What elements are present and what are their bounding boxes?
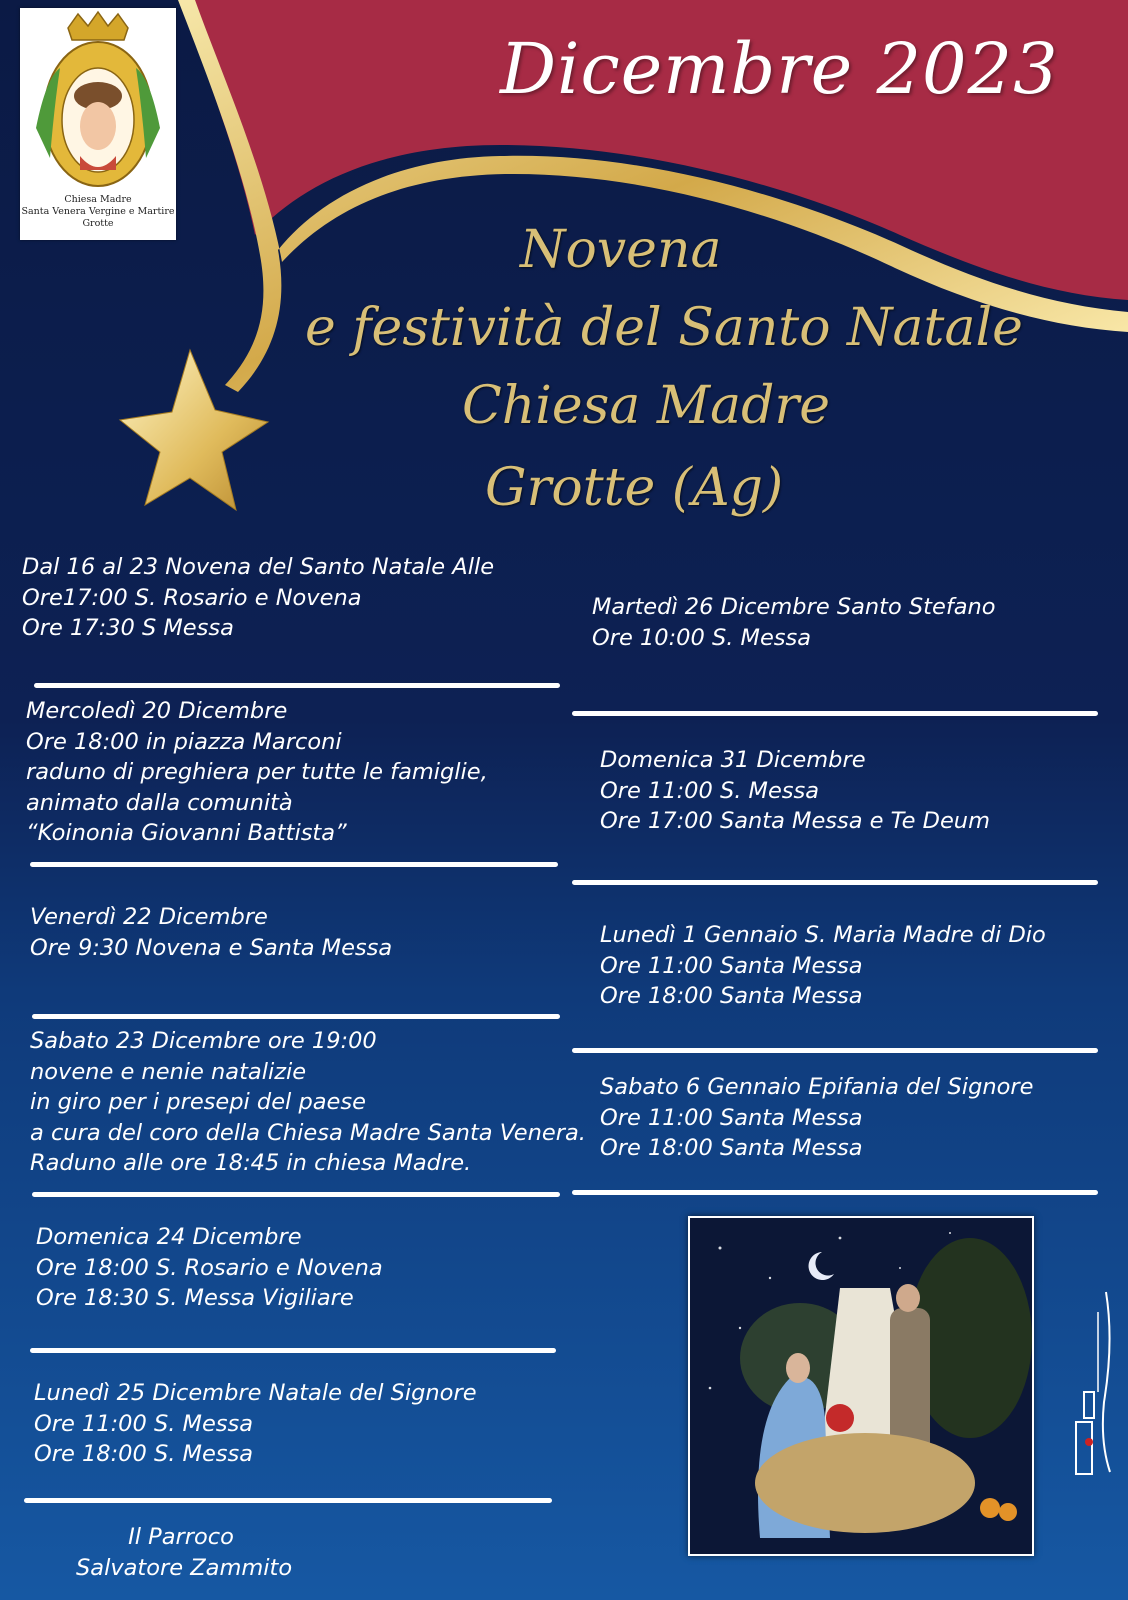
event-line: Sabato 6 Gennaio Epifania del Signore — [600, 1074, 1034, 1100]
event-line: Raduno alle ore 18:45 in chiesa Madre. — [30, 1150, 472, 1176]
subtitle-line-novena: Novena — [520, 220, 722, 280]
event-line: Ore 9:30 Novena e Santa Messa — [30, 934, 393, 961]
event-line: Sabato 23 Dicembre ore 19:00 — [30, 1028, 377, 1054]
photo-evolution-logo-icon — [1070, 1282, 1120, 1482]
event-lunedi-1 — [600, 920, 1046, 1012]
divider — [30, 862, 558, 867]
event-line: Ore 10:00 S. Messa — [592, 624, 812, 651]
event-line: novene e nenie natalizie — [30, 1058, 307, 1085]
event-line: Ore 18:30 S. Messa Vigiliare — [36, 1285, 354, 1311]
event-domenica-31 — [600, 745, 990, 837]
event-line: Ore 11:00 S. Messa — [34, 1410, 254, 1437]
event-line: Mercoledì 20 Dicembre — [26, 698, 288, 724]
event-line: Martedì 26 Dicembre Santo Stefano — [592, 594, 996, 620]
parish-logo — [20, 8, 176, 240]
subtitle-line-grotte: Grotte (Ag) — [485, 458, 784, 518]
event-line: Venerdì 22 Dicembre — [30, 904, 268, 930]
logo-caption-line: Chiesa Madre — [64, 194, 132, 205]
event-novena-16-23 — [22, 552, 494, 644]
event-line: Ore 18:00 S. Rosario e Novena — [36, 1254, 383, 1281]
event-lunedi-25 — [34, 1378, 477, 1470]
event-line: Ore 11:00 Santa Messa — [600, 1104, 863, 1131]
event-martedi-26 — [592, 592, 996, 653]
event-line: Lunedì 1 Gennaio S. Maria Madre di Dio — [600, 922, 1046, 948]
divider — [30, 1348, 556, 1353]
divider — [24, 1498, 552, 1503]
event-sabato-23 — [30, 1026, 586, 1179]
divider — [32, 1192, 560, 1197]
event-line: Ore 18:00 Santa Messa — [600, 983, 863, 1009]
event-line: Ore 17:00 Santa Messa e Te Deum — [600, 808, 990, 834]
event-line: Dal 16 al 23 Novena del Santo Natale Alle — [22, 554, 495, 580]
event-line: Lunedì 25 Dicembre Natale del Signore — [34, 1380, 477, 1406]
event-venerdi-22 — [30, 902, 392, 963]
nativity-photo — [688, 1216, 1034, 1556]
signature-line: Salvatore Zammito — [76, 1554, 293, 1581]
logo-caption-line: Grotte — [82, 218, 114, 229]
event-line: Domenica 31 Dicembre — [600, 747, 866, 773]
divider — [572, 1048, 1098, 1053]
event-line: Ore 18:00 in piazza Marconi — [26, 728, 342, 755]
event-sabato-6 — [600, 1072, 1033, 1164]
event-mercoledi-20 — [26, 696, 488, 849]
divider — [572, 1190, 1098, 1195]
event-line: raduno di preghiera per tutte le famiglie, — [26, 759, 488, 785]
event-line: Ore 17:30 S Messa — [22, 615, 234, 641]
logo-caption — [20, 194, 176, 230]
nativity-icon — [690, 1218, 1032, 1554]
event-line: “Koinonia Giovanni Battista” — [26, 820, 347, 846]
signature — [76, 1522, 293, 1583]
event-line: animato dalla comunità — [26, 789, 293, 816]
event-domenica-24 — [36, 1222, 383, 1314]
divider — [34, 683, 560, 688]
subtitle-line-chiesa: Chiesa Madre — [462, 376, 831, 436]
signature-line: Il Parroco — [128, 1524, 234, 1550]
event-line: Ore 18:00 Santa Messa — [600, 1135, 863, 1161]
event-line: Ore 11:00 S. Messa — [600, 777, 820, 804]
event-line: in giro per i presepi del paese — [30, 1089, 366, 1115]
event-line: Ore 18:00 S. Messa — [34, 1441, 254, 1467]
divider — [32, 1014, 560, 1019]
event-line: a cura del coro della Chiesa Madre Santa Venera. — [30, 1119, 586, 1146]
crest-icon — [20, 8, 176, 194]
subtitle-line-festivita: e festività del Santo Natale — [305, 298, 1023, 358]
divider — [572, 711, 1098, 716]
poster-title: Dicembre 2023 — [500, 28, 1059, 110]
divider — [572, 880, 1098, 885]
event-line: Ore17:00 S. Rosario e Novena — [22, 584, 362, 611]
logo-caption-line: Santa Venera Vergine e Martire — [21, 206, 175, 217]
event-line: Domenica 24 Dicembre — [36, 1224, 302, 1250]
event-line: Ore 11:00 Santa Messa — [600, 952, 863, 979]
